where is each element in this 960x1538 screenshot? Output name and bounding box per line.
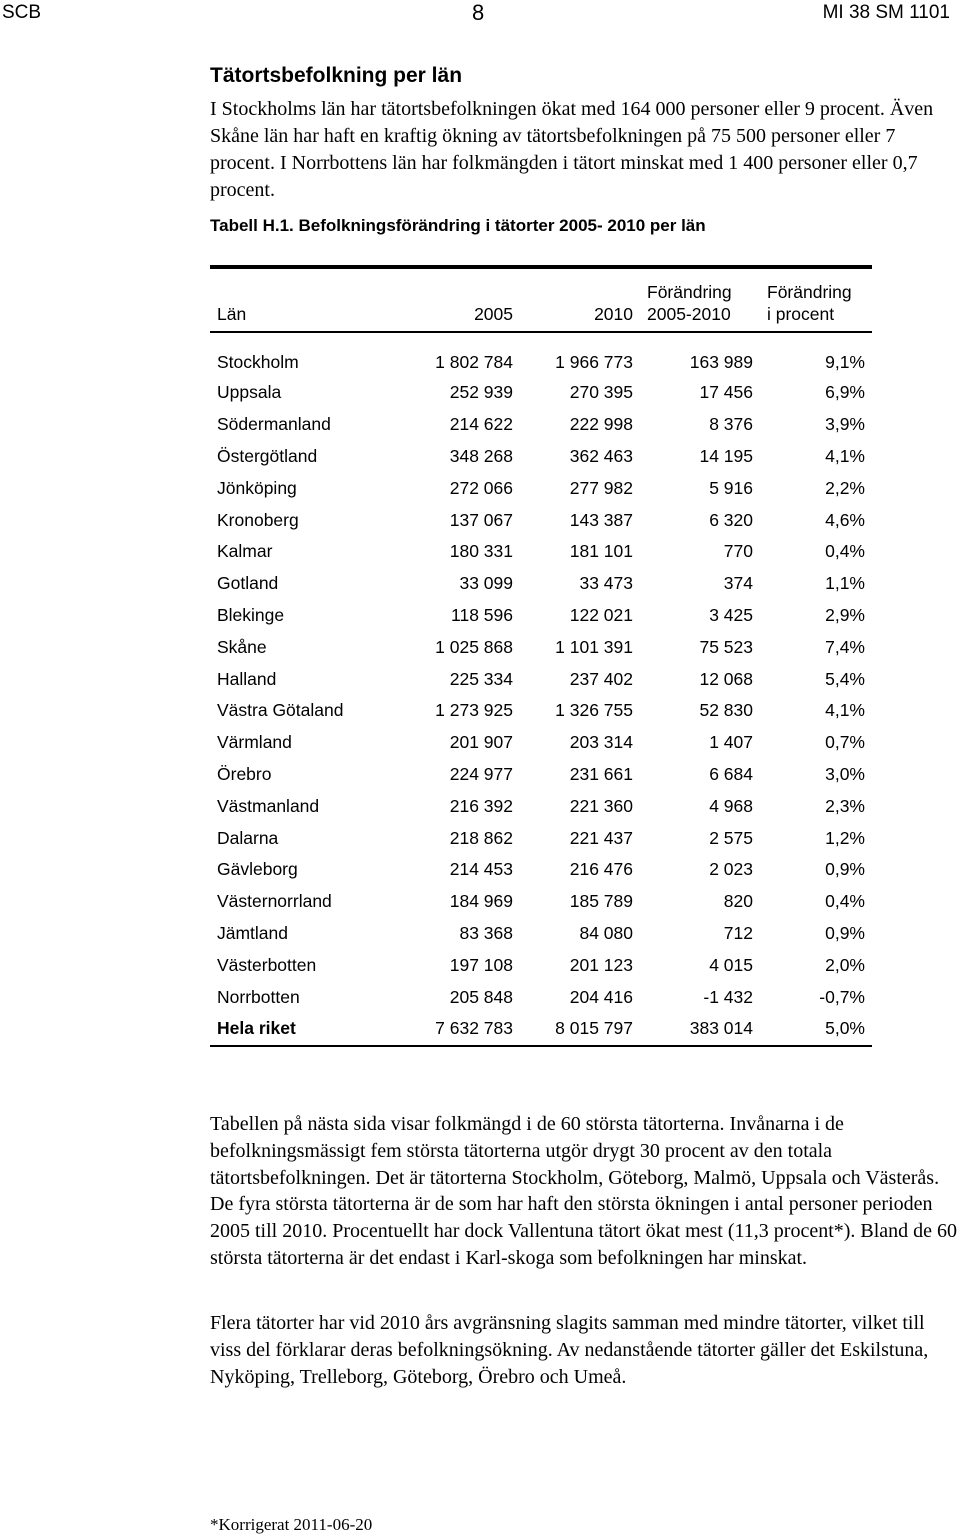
cell-change: 52 830 bbox=[699, 700, 753, 721]
cell-2005: 33 099 bbox=[459, 573, 513, 594]
cell-lan: Stockholm bbox=[217, 351, 299, 372]
cell-percent: 0,9% bbox=[825, 922, 865, 943]
cell-lan: Jämtland bbox=[217, 922, 289, 943]
table-row bbox=[210, 759, 872, 791]
cell-2005: 197 108 bbox=[449, 954, 513, 975]
section-title: Tätortsbefolkning per län bbox=[210, 64, 463, 87]
cell-2010: 122 021 bbox=[569, 604, 633, 625]
table-row bbox=[210, 663, 872, 695]
cell-change: 1 407 bbox=[709, 732, 753, 753]
cell-lan: Värmland bbox=[217, 732, 292, 753]
footnote: *Korrigerat 2011-06-20 bbox=[210, 1515, 373, 1534]
cell-percent: 3,0% bbox=[825, 763, 865, 784]
cell-lan: Uppsala bbox=[217, 382, 282, 403]
total-cell-lan: Hela riket bbox=[210, 1013, 400, 1046]
cell-percent: 6,9% bbox=[825, 382, 865, 403]
cell-change: 5 916 bbox=[709, 477, 753, 498]
table-row bbox=[210, 790, 872, 822]
table-row bbox=[210, 504, 872, 536]
body-paragraph-1: Tabellen på nästa sida visar folkmängd i de 60 största tätorterna. Invånarna i de befolkningsmässigt fem största tätorterna utgör drygt 30 procent av den totala tätortsbefolkningen. Det är tätorterna Stockholm, Göteborg, Malmö, Uppsala och Västerås. De fyra största tätorterna är de som har haft den största ökningen i antal personer perioden 2005 till 2010. Procentuellt har dock Vallentuna tätort ökat mest (11,3 procent*). Bland de 60 största tätorterna är det endast i Karl-skoga som befolkningen har minskat. bbox=[210, 1113, 958, 1269]
cell-percent: 3,9% bbox=[825, 414, 865, 435]
cell-percent: 4,6% bbox=[825, 509, 865, 530]
cell-percent: 4,1% bbox=[825, 445, 865, 466]
cell-change: 820 bbox=[723, 891, 753, 912]
table-row bbox=[210, 332, 872, 377]
cell-change: 4 968 bbox=[709, 795, 753, 816]
header-change bbox=[640, 268, 760, 332]
cell-2005: 214 453 bbox=[449, 859, 513, 880]
cell-change: 14 195 bbox=[699, 445, 753, 466]
cell-percent: 4,1% bbox=[825, 700, 865, 721]
cell-2005: 137 067 bbox=[449, 509, 513, 530]
cell-percent: 0,4% bbox=[825, 541, 865, 562]
header-change-line1: Förändring bbox=[647, 282, 732, 302]
cell-lan: Västra Götaland bbox=[217, 700, 344, 721]
cell-change: 17 456 bbox=[699, 382, 753, 403]
cell-lan: Västernorrland bbox=[217, 891, 332, 912]
body-paragraph-2: Flera tätorter har vid 2010 års avgränsning slagits samman med mindre tätorter, vilket till viss del förklarar deras befolkningsökning. Av nedanstående tätorter gäller det Eskilstuna, Nyköping, Trelleborg, Göteborg, Örebro och Umeå. bbox=[210, 1312, 929, 1388]
cell-percent: 2,9% bbox=[825, 604, 865, 625]
cell-2005: 1 802 784 bbox=[435, 351, 513, 372]
cell-change: 6 684 bbox=[709, 763, 753, 784]
cell-lan: Södermanland bbox=[217, 414, 331, 435]
cell-percent: 9,1% bbox=[825, 351, 865, 372]
table-row bbox=[210, 949, 872, 981]
cell-2010: 84 080 bbox=[579, 922, 633, 943]
table-row bbox=[210, 918, 872, 950]
table-row bbox=[210, 472, 872, 504]
cell-2005: 83 368 bbox=[459, 922, 513, 943]
table-row bbox=[210, 600, 872, 632]
cell-2010: 216 476 bbox=[569, 859, 633, 880]
cell-2010: 201 123 bbox=[569, 954, 633, 975]
cell-2010: 185 789 bbox=[569, 891, 633, 912]
table-row bbox=[210, 886, 872, 918]
cell-lan: Skåne bbox=[217, 636, 267, 657]
header-percent-line2: i procent bbox=[767, 304, 835, 324]
cell-2005: 201 907 bbox=[449, 732, 513, 753]
cell-percent: 2,0% bbox=[825, 954, 865, 975]
cell-2010: 221 360 bbox=[569, 795, 633, 816]
cell-2005: 225 334 bbox=[449, 668, 513, 689]
cell-percent: -0,7% bbox=[819, 986, 865, 1007]
table-row bbox=[210, 631, 872, 663]
cell-2010: 204 416 bbox=[569, 986, 633, 1007]
cell-lan: Gotland bbox=[217, 573, 279, 594]
cell-lan: Blekinge bbox=[217, 604, 285, 625]
table-row bbox=[210, 822, 872, 854]
table-row bbox=[210, 695, 872, 727]
cell-change: 6 320 bbox=[709, 509, 753, 530]
cell-2005: 348 268 bbox=[449, 445, 513, 466]
total-cell-2005: 7 632 783 bbox=[400, 1013, 520, 1046]
table-row bbox=[210, 409, 872, 441]
table-row bbox=[210, 377, 872, 409]
cell-2005: 216 392 bbox=[449, 795, 513, 816]
cell-change: 4 015 bbox=[709, 954, 753, 975]
cell-percent: 2,3% bbox=[825, 795, 865, 816]
table-row bbox=[210, 536, 872, 568]
cell-lan: Örebro bbox=[217, 763, 272, 784]
cell-2010: 231 661 bbox=[569, 763, 633, 784]
table-caption: Tabell H.1. Befolkningsförändring i tätorter 2005- 2010 per län bbox=[210, 216, 706, 235]
cell-2010: 181 101 bbox=[569, 541, 633, 562]
cell-2010: 270 395 bbox=[569, 382, 633, 403]
cell-lan: Gävleborg bbox=[217, 859, 298, 880]
cell-lan: Jönköping bbox=[217, 477, 297, 498]
cell-change: 8 376 bbox=[709, 414, 753, 435]
cell-2005: 118 596 bbox=[451, 604, 513, 625]
cell-2005: 224 977 bbox=[449, 763, 513, 784]
header-lan: Län bbox=[210, 268, 400, 332]
header-percent-line1: Förändring bbox=[767, 282, 852, 302]
cell-change: 163 989 bbox=[689, 351, 753, 372]
cell-2010: 143 387 bbox=[569, 509, 633, 530]
cell-percent: 1,2% bbox=[825, 827, 865, 848]
cell-lan: Dalarna bbox=[217, 827, 279, 848]
cell-change: -1 432 bbox=[703, 986, 753, 1007]
cell-percent: 0,7% bbox=[825, 732, 865, 753]
cell-2010: 1 101 391 bbox=[555, 636, 633, 657]
cell-change: 75 523 bbox=[699, 636, 753, 657]
cell-2010: 1 966 773 bbox=[555, 351, 633, 372]
cell-lan: Kronoberg bbox=[217, 509, 299, 530]
cell-percent: 1,1% bbox=[825, 573, 865, 594]
cell-percent: 5,4% bbox=[825, 668, 865, 689]
cell-2005: 1 025 868 bbox=[435, 636, 513, 657]
cell-percent: 2,2% bbox=[825, 477, 865, 498]
header-report-id: MI 38 SM 1101 bbox=[822, 2, 950, 23]
cell-2005: 184 969 bbox=[449, 891, 513, 912]
cell-2010: 237 402 bbox=[569, 668, 633, 689]
table-total-row bbox=[210, 1013, 872, 1046]
table-header-row bbox=[210, 268, 872, 332]
header-org: SCB bbox=[2, 2, 42, 23]
cell-percent: 0,9% bbox=[825, 859, 865, 880]
table-row bbox=[210, 727, 872, 759]
cell-lan: Halland bbox=[217, 668, 277, 689]
cell-2005: 205 848 bbox=[449, 986, 513, 1007]
header-2010: 2010 bbox=[520, 268, 640, 332]
cell-2010: 203 314 bbox=[569, 732, 633, 753]
cell-2005: 1 273 925 bbox=[435, 700, 513, 721]
header-2005: 2005 bbox=[400, 268, 520, 332]
cell-percent: 7,4% bbox=[825, 636, 865, 657]
cell-2010: 221 437 bbox=[569, 827, 633, 848]
cell-change: 2 023 bbox=[709, 859, 753, 880]
table-row bbox=[210, 854, 872, 886]
cell-change: 770 bbox=[723, 541, 753, 562]
cell-change: 374 bbox=[723, 573, 753, 594]
cell-2005: 180 331 bbox=[449, 541, 513, 562]
table-body bbox=[210, 332, 872, 1046]
cell-change: 3 425 bbox=[709, 604, 753, 625]
cell-percent: 0,4% bbox=[825, 891, 865, 912]
total-cell-2010: 8 015 797 bbox=[520, 1013, 640, 1046]
cell-lan: Norrbotten bbox=[217, 986, 300, 1007]
cell-lan: Västmanland bbox=[217, 795, 320, 816]
cell-lan: Östergötland bbox=[217, 445, 318, 466]
table-row bbox=[210, 568, 872, 600]
cell-change: 2 575 bbox=[709, 827, 753, 848]
cell-2010: 1 326 755 bbox=[555, 700, 633, 721]
cell-2005: 214 622 bbox=[449, 414, 513, 435]
cell-2010: 362 463 bbox=[569, 445, 633, 466]
table-row bbox=[210, 981, 872, 1013]
header-change-line2: 2005-2010 bbox=[647, 304, 731, 324]
cell-2010: 33 473 bbox=[579, 573, 633, 594]
cell-2005: 218 862 bbox=[449, 827, 513, 848]
cell-lan: Kalmar bbox=[217, 541, 273, 562]
cell-2005: 252 939 bbox=[449, 382, 513, 403]
header-percent bbox=[760, 268, 872, 332]
cell-change: 712 bbox=[723, 922, 753, 943]
population-change-table bbox=[210, 265, 872, 1047]
table-row bbox=[210, 441, 872, 473]
cell-2010: 277 982 bbox=[569, 477, 633, 498]
page-number: 8 bbox=[472, 0, 485, 25]
cell-2005: 272 066 bbox=[449, 477, 513, 498]
total-cell-percent: 5,0% bbox=[760, 1013, 872, 1046]
cell-change: 12 068 bbox=[699, 668, 753, 689]
cell-lan: Västerbotten bbox=[217, 954, 317, 975]
total-cell-change: 383 014 bbox=[640, 1013, 760, 1046]
intro-paragraph: I Stockholms län har tätortsbefolkningen ökat med 164 000 personer eller 9 procent. Även Skåne län har haft en kraftig ökning av tätortsbefolkningen på 75 500 personer eller 7 procent. I Norrbottens län har folkmängden i tätort minskat med 1 400 personer eller 0,7 procent. bbox=[210, 98, 934, 201]
cell-2010: 222 998 bbox=[569, 414, 633, 435]
